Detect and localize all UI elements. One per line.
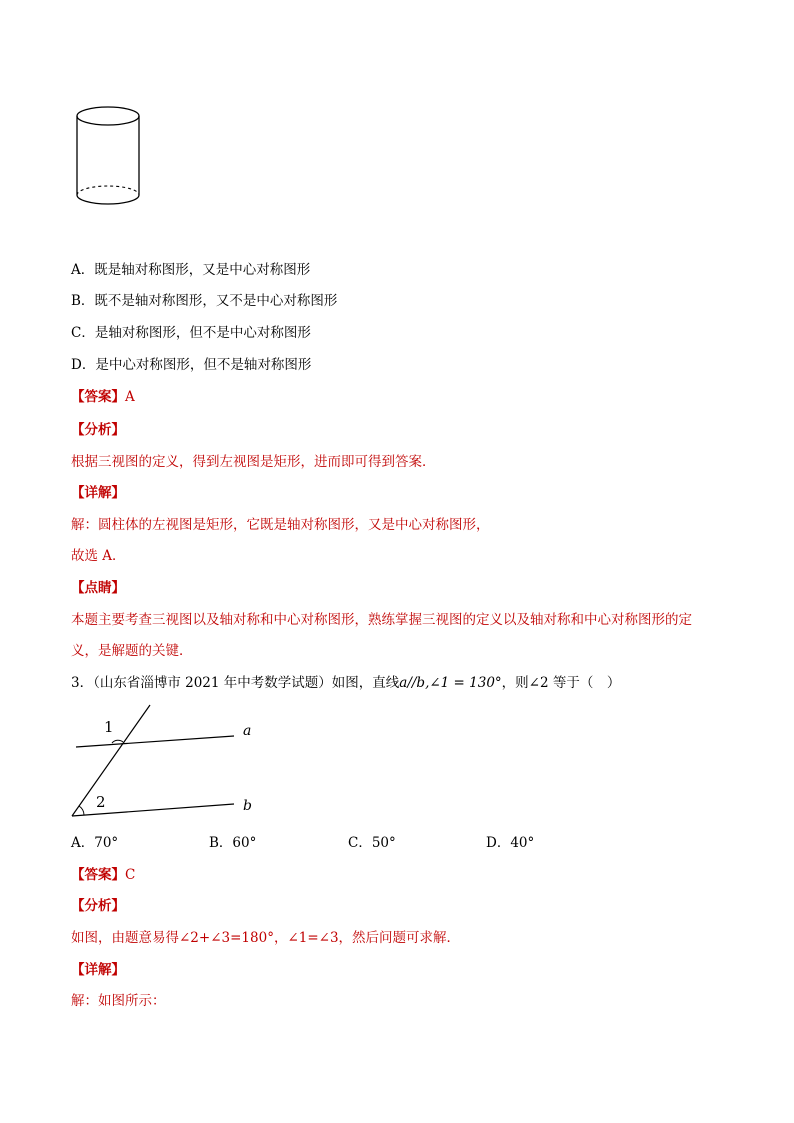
- cylinder-top-ellipse: [77, 107, 139, 125]
- line-a: [76, 736, 234, 747]
- q2-analysis-text: 根据三视图的定义，得到左视图是矩形，进而即可得到答案．: [71, 454, 436, 470]
- q2-option-d: D．是中心对称图形，但不是轴对称图形: [71, 357, 312, 373]
- q3-option-c: C．50°: [348, 835, 396, 851]
- answer-tag: 【答案】: [71, 389, 125, 405]
- answer-value: A: [125, 389, 135, 405]
- angle-2-label: 2: [96, 793, 106, 811]
- line-b-label: b: [243, 798, 252, 814]
- answer-value: C: [125, 867, 136, 883]
- q3-detail-tag: 【详解】: [71, 962, 125, 978]
- cylinder-bottom-back-arc: [77, 186, 139, 195]
- q3-stem: [71, 673, 620, 693]
- q3-analysis-text: 如图，由题意易得∠2+∠3=180°，∠1=∠3，然后问题可求解．: [71, 930, 461, 946]
- q2-option-a: A．既是轴对称图形，又是中心对称图形: [71, 262, 311, 278]
- q2-analysis-tag: 【分析】: [71, 422, 125, 438]
- parallel-lines-figure: [66, 700, 266, 825]
- q3-option-a: A．70°: [71, 835, 119, 851]
- q2-comment-tag: 【点睛】: [71, 580, 125, 596]
- cylinder-figure: [70, 100, 150, 220]
- q3-option-b: B．60°: [209, 835, 257, 851]
- cylinder-bottom-front-arc: [77, 195, 139, 204]
- angle-2-arc: [79, 806, 84, 815]
- q3-detail-text: 解：如图所示：: [71, 993, 166, 1009]
- q2-option-b: B．既不是轴对称图形，又不是中心对称图形: [71, 293, 338, 309]
- answer-tag: 【答案】: [71, 867, 125, 883]
- q3-option-d: D．40°: [486, 835, 535, 851]
- angle-1-label: 1: [104, 718, 114, 736]
- q2-detail-tag: 【详解】: [71, 485, 125, 501]
- q2-comment-line-1: 本题主要考查三视图以及轴对称和中心对称图形，熟练掌握三视图的定义以及轴对称和中心对称图形的定: [71, 612, 692, 628]
- q3-answer-line: [71, 865, 135, 885]
- q2-answer-line: [71, 387, 135, 407]
- q3-stem-math: a//b,∠1 = 130°: [399, 675, 502, 691]
- q3-stem-suffix: ，则∠2 等于（ ）: [501, 675, 621, 691]
- line-a-label: a: [243, 723, 252, 739]
- q3-stem-prefix: 3．（山东省淄博市 2021 年中考数学试题）如图，直线: [71, 675, 400, 691]
- q2-detail-line-1: 解：圆柱体的左视图是矩形，它既是轴对称图形，又是中心对称图形，: [71, 517, 490, 533]
- q2-comment-line-2: 义，是解题的关键．: [71, 643, 193, 659]
- q3-analysis-tag: 【分析】: [71, 898, 125, 914]
- q2-option-c: C．是轴对称图形，但不是中心对称图形: [71, 325, 311, 341]
- q2-detail-line-2: 故选 A．: [71, 548, 126, 564]
- angle-1-arc: [112, 740, 123, 743]
